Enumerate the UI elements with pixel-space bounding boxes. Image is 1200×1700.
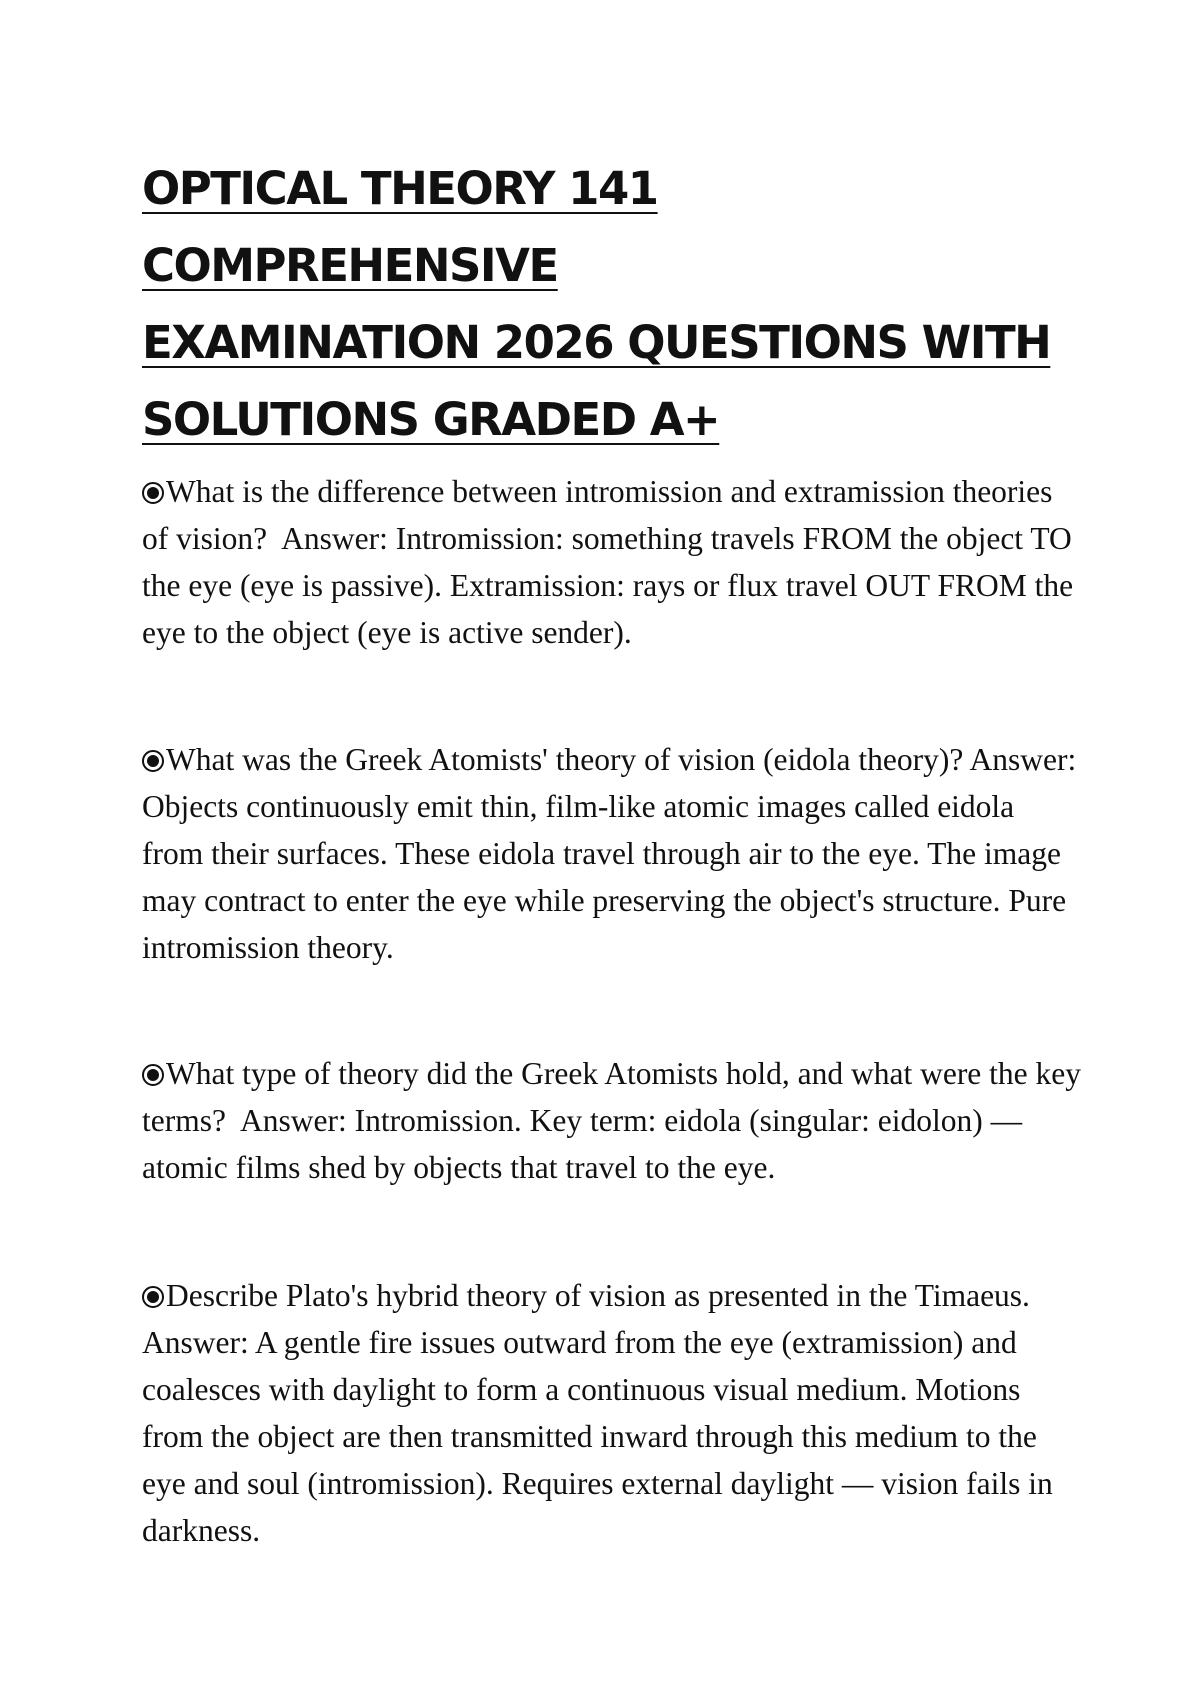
radio-bullet-icon xyxy=(142,1286,164,1308)
question-text: What type of theory did the Greek Atomists hold, and what were the key terms? xyxy=(142,1056,1082,1138)
question-text: What was the Greek Atomists' theory of vision (eidola theory)? xyxy=(166,742,964,777)
radio-bullet-icon xyxy=(142,482,164,504)
question-answer-item xyxy=(142,468,1082,656)
answer-text: Answer: Intromission. Key term: eidola (singular: eidolon) — atomic films shed by objects that travel to the eye. xyxy=(142,1103,1023,1185)
answer-text: Answer: A gentle fire issues outward from the eye (extramission) and coalesces with daylight to form a continuous visual medium. Motions from the object are then transmitted inward through this medium to the eye and soul (intromission). Requires external daylight — vision fails in darkness. xyxy=(142,1325,1053,1548)
document-title xyxy=(142,150,1062,458)
question-answer-item xyxy=(142,1050,1082,1191)
radio-bullet-icon xyxy=(142,750,164,772)
question-answer-item xyxy=(142,1272,1082,1554)
answer-text: Answer: Intromission: something travels FROM the object TO the eye (eye is passive). Extramission: rays or flux travel OUT FROM the eye to the object (eye is active sender). xyxy=(142,521,1074,650)
question-text: Describe Plato's hybrid theory of vision as presented in the Timaeus. xyxy=(166,1278,1030,1313)
title-line-3: SOLUTIONS GRADED A+ xyxy=(142,393,720,446)
title-line-1: OPTICAL THEORY 141 COMPREHENSIVE xyxy=(142,162,658,292)
answer-text: Answer: Objects continuously emit thin, film-like atomic images called eidola from their surfaces. These eidola travel through air to the eye. The image may contract to enter the eye while preserving the object's structure. Pure intromission theory. xyxy=(142,742,1077,965)
question-text: What is the difference between intromission and extramission theories of vision? xyxy=(142,474,1053,556)
radio-bullet-icon xyxy=(142,1064,164,1086)
title-line-2: EXAMINATION 2026 QUESTIONS WITH xyxy=(142,316,1051,369)
question-answer-item xyxy=(142,736,1082,971)
